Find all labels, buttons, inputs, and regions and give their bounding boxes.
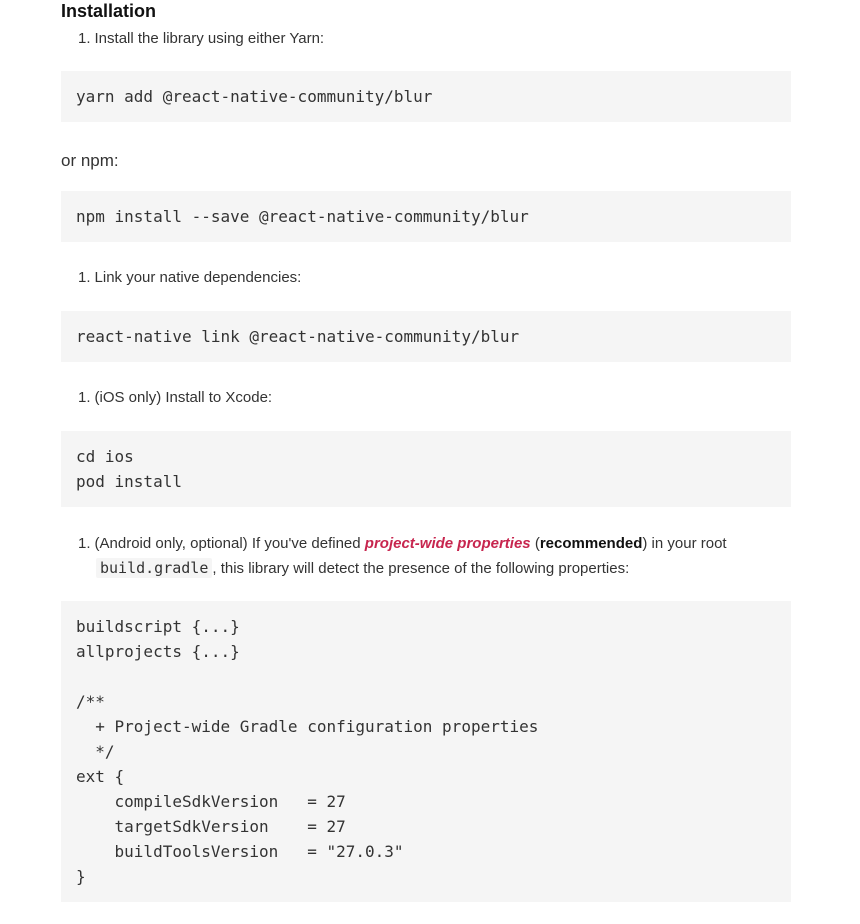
project-wide-properties-link[interactable]: project-wide properties (364, 535, 531, 552)
code-line (76, 664, 791, 689)
step-text-end: , this library will detect the presence of the following properties: (212, 560, 630, 577)
code-block-npm[interactable] (61, 191, 791, 242)
code-block-gradle[interactable] (61, 601, 791, 902)
step-text: Link your native dependencies: (94, 269, 302, 286)
step-text: (iOS only) Install to Xcode: (94, 389, 273, 406)
code-line: } (76, 867, 86, 886)
code-line: targetSdkVersion = 27 (76, 817, 346, 836)
code-line: ext { (76, 767, 125, 786)
code-line: npm install --save @react-native-community/blur (76, 207, 529, 226)
code-line: + Project-wide Gradle configuration properties (76, 717, 539, 736)
step-number: 1. (78, 389, 91, 406)
code-line: */ (76, 742, 115, 761)
step-ios-install (78, 388, 272, 408)
code-line: buildscript {...} (76, 617, 240, 636)
code-line: cd ios (76, 447, 134, 466)
inline-code-build-gradle: build.gradle (96, 558, 212, 578)
recommended-text: recommended (539, 535, 643, 552)
open-paren: ( (534, 535, 540, 552)
code-line: buildToolsVersion = "27.0.3" (76, 842, 404, 861)
code-line: /** (76, 692, 105, 711)
step-text: Install the library using either Yarn: (94, 30, 325, 47)
step-install-library (78, 29, 324, 49)
code-line: pod install (76, 472, 182, 491)
code-block-yarn[interactable] (61, 71, 791, 122)
step-text-before: (Android only, optional) If you've defined (94, 535, 361, 552)
code-line: react-native link @react-native-community/blur (76, 327, 520, 346)
step-number: 1. (78, 30, 91, 47)
code-line: allprojects {...} (76, 642, 240, 661)
code-line: compileSdkVersion = 27 (76, 792, 346, 811)
code-block-link[interactable] (61, 311, 791, 362)
or-npm-text: or npm: (61, 151, 119, 170)
section-title: Installation (61, 1, 157, 21)
step-number: 1. (78, 535, 91, 552)
step-android-properties-line2 (96, 558, 629, 579)
code-block-ios[interactable] (61, 431, 791, 507)
code-line: yarn add @react-native-community/blur (76, 87, 433, 106)
step-android-properties (78, 534, 727, 554)
step-text-after: ) in your root (642, 535, 727, 552)
step-number: 1. (78, 269, 91, 286)
step-link-dependencies (78, 268, 301, 288)
